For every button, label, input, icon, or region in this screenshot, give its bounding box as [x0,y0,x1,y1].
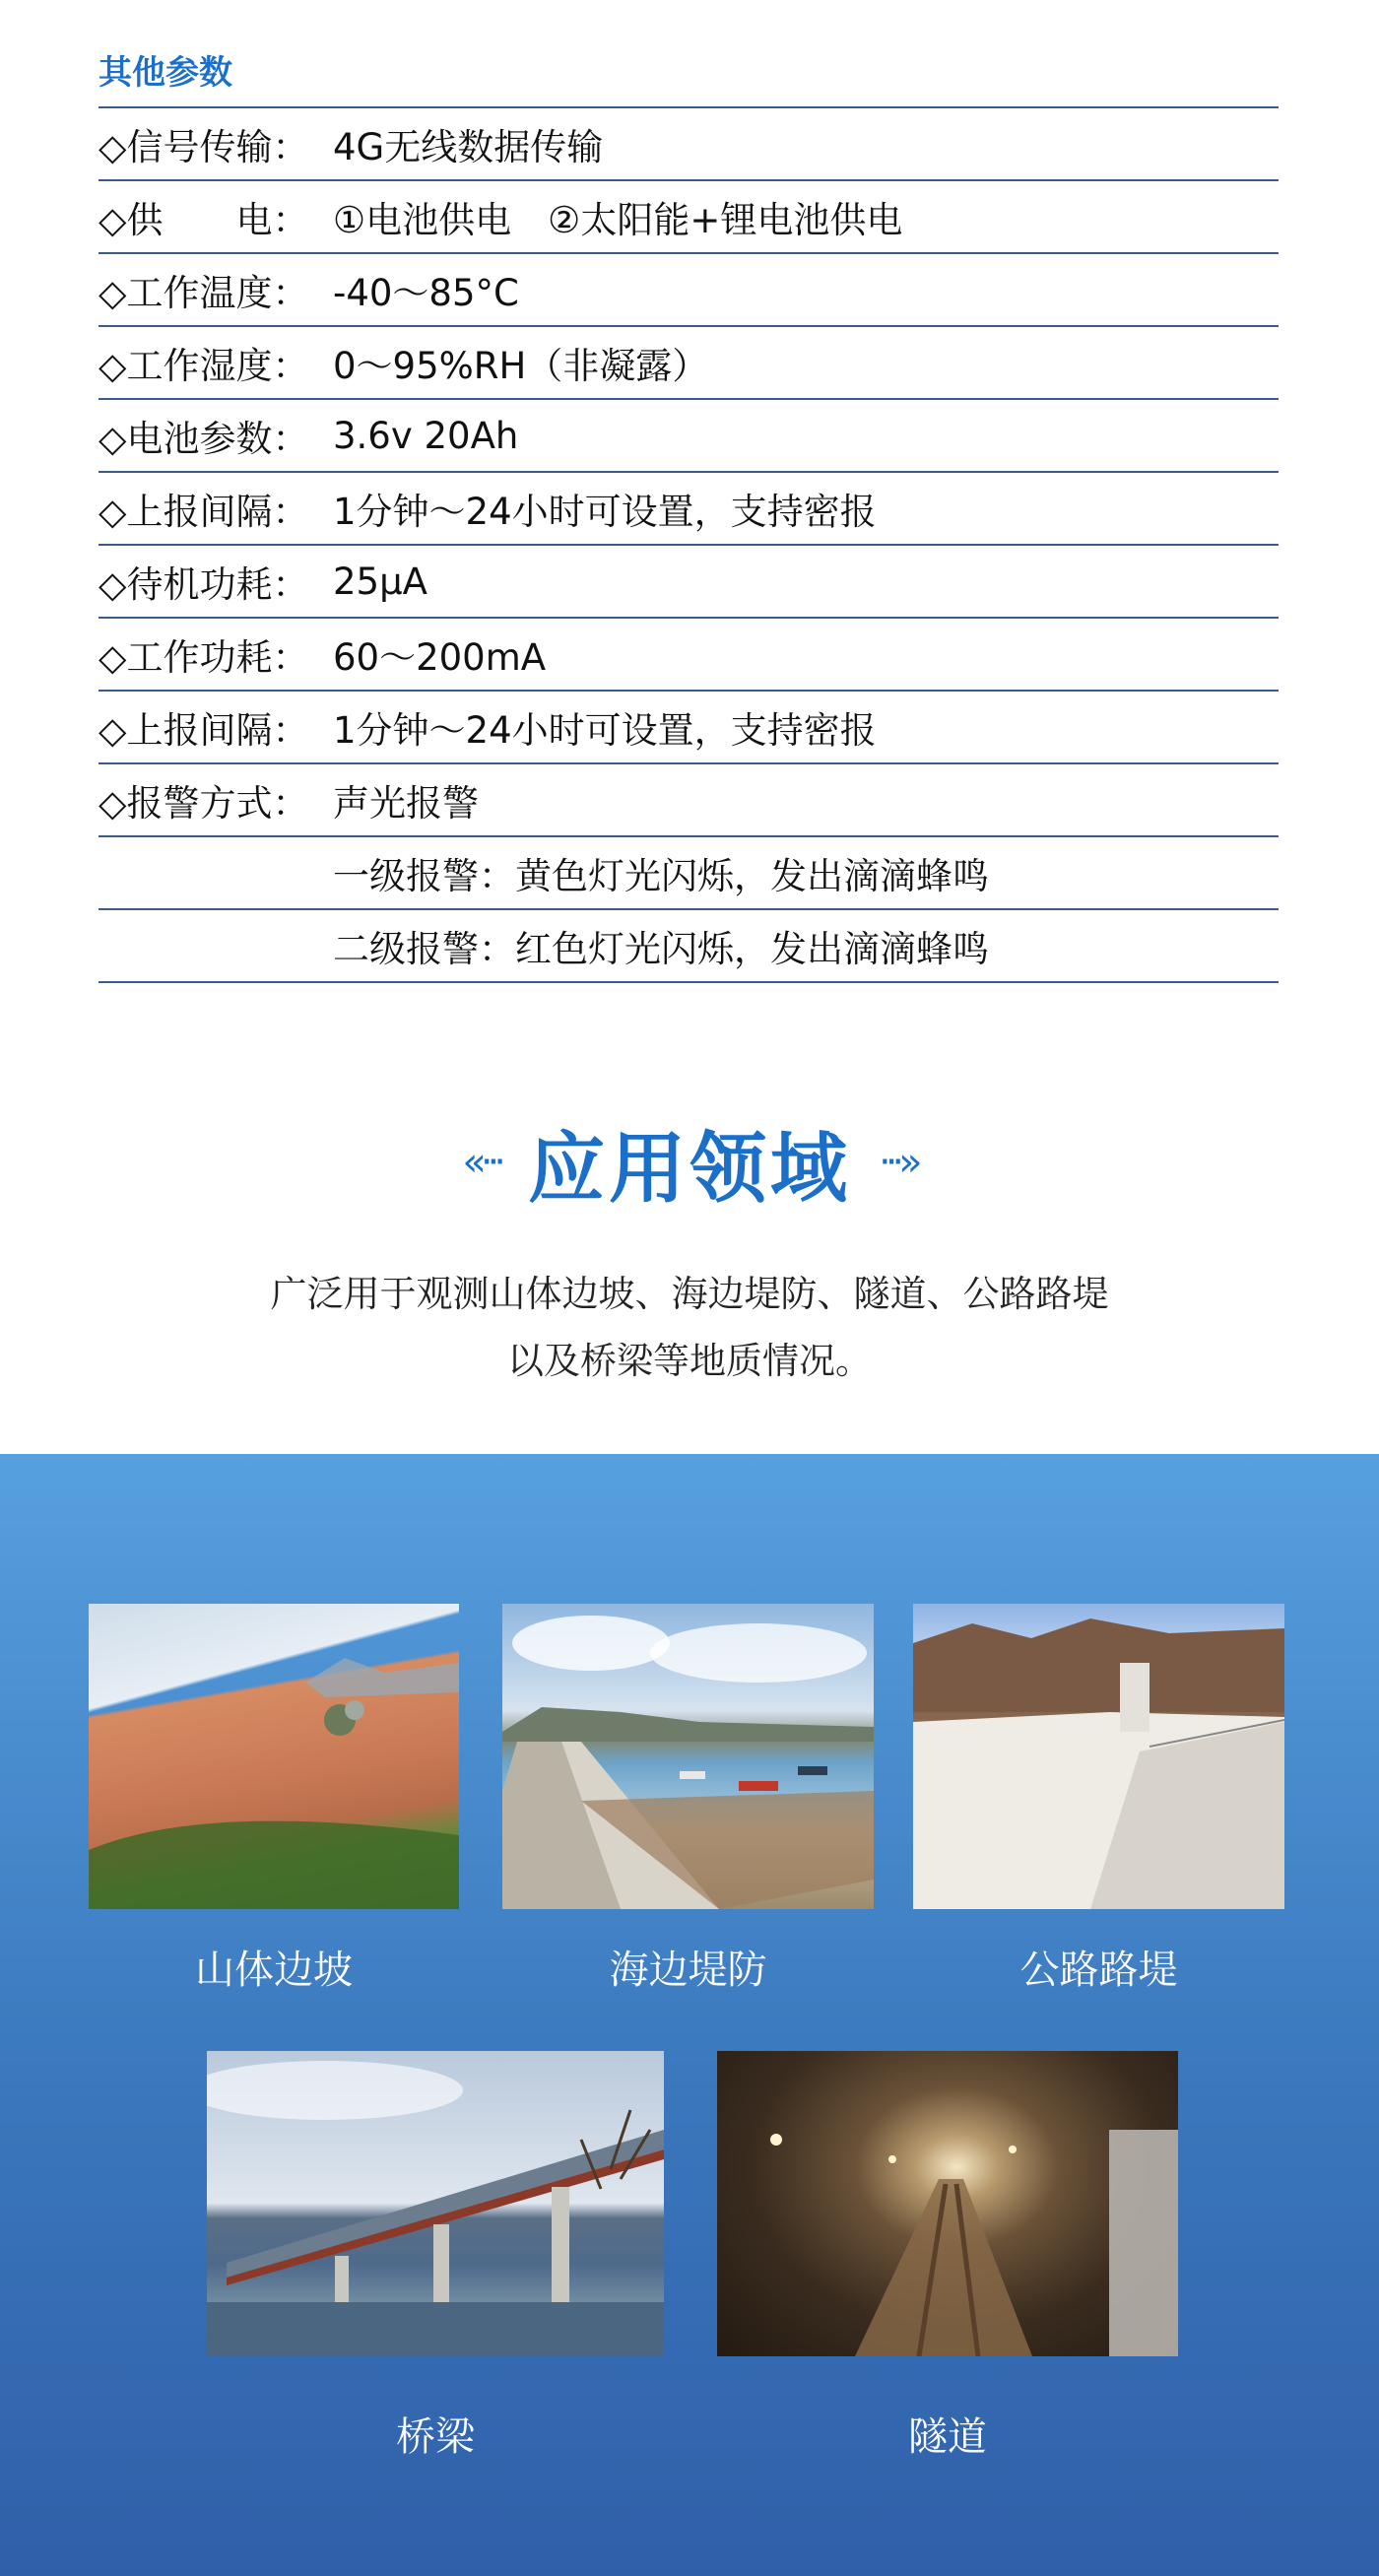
slope-photo [89,1604,459,1909]
gallery-card [502,1604,874,1998]
spec-value: 4G无线数据传输 [333,126,604,168]
bridge-photo [207,2051,664,2355]
description-line: 以及桥梁等地质情况。 [507,1340,872,1382]
specs-section [98,39,1279,983]
gallery-caption: 桥梁 [396,2414,475,2460]
spec-label: ◇报警方式： [98,782,309,825]
spec-row [98,400,1279,473]
gallery-card [717,2051,1178,2465]
alarm-level-text: 一级报警：黄色灯光闪烁，发出滴滴蜂鸣 [333,855,989,897]
spec-label: ◇供 电： [98,199,309,241]
spec-row [98,181,1279,254]
spec-value: 1分钟～24小时可设置，支持密报 [333,709,877,752]
application-gallery [0,1454,1379,2576]
spec-label: ◇待机功耗： [98,563,309,606]
left-arrows-icon: «··· [462,1140,500,1185]
embankment-photo [913,1604,1284,1909]
application-header [0,1103,1379,1222]
gallery-caption: 山体边坡 [195,1948,353,1993]
spec-value: 0～95%RH（非凝露） [333,345,709,387]
gallery-caption: 隧道 [908,2414,987,2460]
right-arrows-icon: ···» [879,1140,917,1185]
gallery-card [89,1604,459,1998]
spec-label: ◇上报间隔： [98,709,309,752]
alarm-level-row [98,910,1279,983]
description-line: 广泛用于观测山体边坡、海边堤防、隧道、公路路堤 [270,1273,1109,1315]
spec-label: ◇工作功耗： [98,636,309,679]
gallery-card [207,2051,664,2465]
section-title: 应用领域 [527,1125,851,1214]
spec-value: -40～85°C [333,272,519,314]
gallery-caption: 海边堤防 [609,1948,767,1993]
spec-value: 3.6v 20Ah [333,414,519,457]
spec-label: ◇信号传输： [98,126,309,168]
tunnel-photo [717,2051,1178,2356]
gallery-card [913,1604,1284,1998]
spec-label: ◇上报间隔： [98,491,309,533]
spec-row [98,619,1279,692]
spec-row [98,692,1279,764]
spec-value: 1分钟～24小时可设置，支持密报 [333,491,877,533]
specs-title: 其他参数 [98,39,1279,108]
spec-value: 60～200mA [333,636,547,679]
spec-value: 声光报警 [333,782,479,825]
spec-row [98,764,1279,837]
spec-row [98,327,1279,400]
gallery-caption: 公路路堤 [1019,1948,1178,1993]
spec-row [98,254,1279,327]
spec-label: ◇工作温度： [98,272,309,314]
spec-row [98,108,1279,181]
spec-value: 25μA [333,560,427,603]
seawall-photo [502,1604,874,1909]
application-description [0,1261,1379,1395]
alarm-level-row [98,837,1279,910]
alarm-level-text: 二级报警：红色灯光闪烁，发出滴滴蜂鸣 [333,928,989,970]
spec-row [98,546,1279,619]
spec-value: ①电池供电 ②太阳能+锂电池供电 [333,199,903,241]
spec-row [98,473,1279,546]
spec-label: ◇工作湿度： [98,345,309,387]
spec-label: ◇电池参数： [98,418,309,460]
